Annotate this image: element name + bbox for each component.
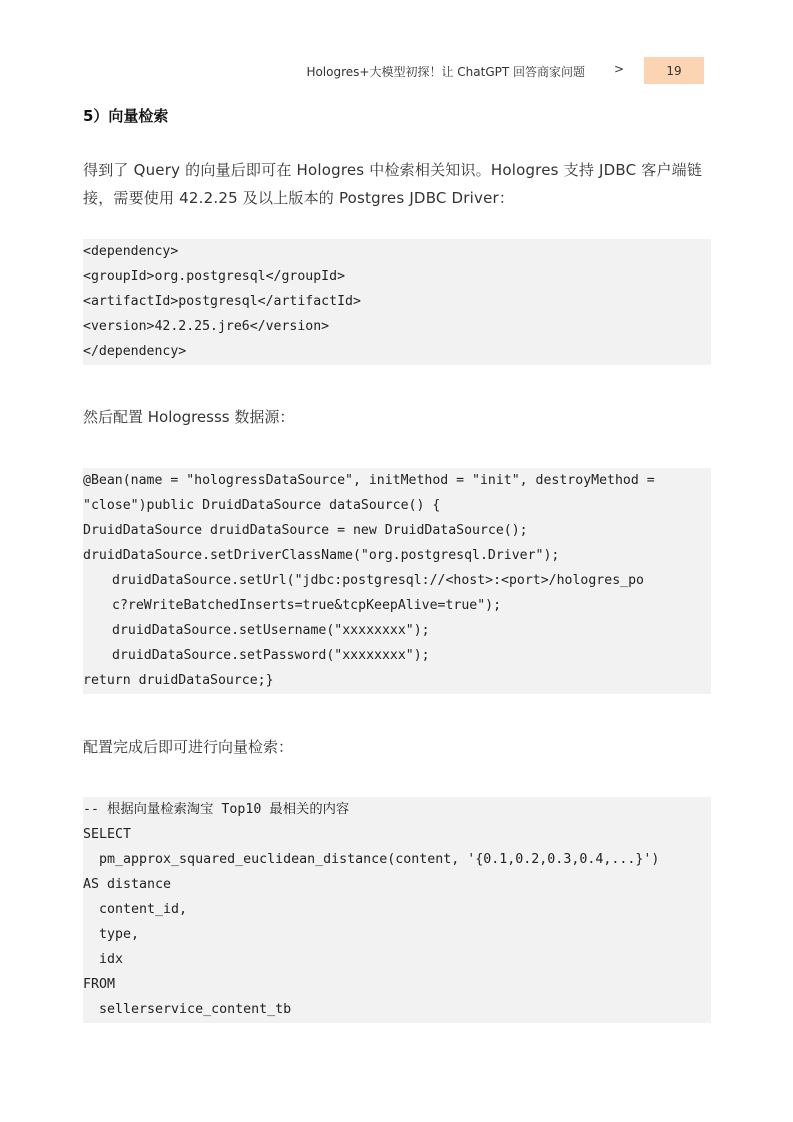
code-line: DruidDataSource druidDataSource = new DruidDataSource(); xyxy=(83,523,528,538)
paragraph-vector-search: 配置完成后即可进行向量检索： xyxy=(83,738,294,756)
header-arrow: > xyxy=(614,62,625,76)
code-line: <version>42.2.25.jre6</version> xyxy=(83,319,330,334)
code-line: AS distance xyxy=(83,877,172,892)
code-line: pm_approx_squared_euclidean_distance(content, '{0.1,0.2,0.3,0.4,...}') xyxy=(99,852,660,867)
code-line: sellerservice_content_tb xyxy=(99,1002,292,1017)
code-line: c?reWriteBatchedInserts=true&tcpKeepAlive=true"); xyxy=(112,598,502,613)
code-block-datasource-config xyxy=(83,468,711,694)
code-line: <artifactId>postgresql</artifactId> xyxy=(83,294,361,309)
code-line: SELECT xyxy=(83,827,132,842)
code-line: </dependency> xyxy=(83,344,187,359)
code-line: type, xyxy=(99,927,140,942)
code-line: @Bean(name = "hologressDataSource", initMethod = "init", destroyMethod = xyxy=(83,473,655,488)
code-line: idx xyxy=(99,952,124,967)
code-block-maven-dependency xyxy=(83,239,711,365)
code-line: druidDataSource.setUsername("xxxxxxxx"); xyxy=(112,623,430,638)
code-line: druidDataSource.setDriverClassName("org.postgresql.Driver"); xyxy=(83,548,560,563)
page-header xyxy=(0,57,793,85)
paragraph-intro: 得到了 Query 的向量后即可在 Hologres 中检索相关知识。Hologres 支持 JDBC 客户端链接，需要使用 42.2.25 及以上版本的 Postgres JDBC Driver： xyxy=(83,161,703,207)
page-number-badge: 19 xyxy=(644,57,704,84)
code-line: return druidDataSource;} xyxy=(83,673,274,688)
code-line: "close")public DruidDataSource dataSource() { xyxy=(83,498,441,513)
header-title: Hologres+大模型初探！让 ChatGPT 回答商家问题 xyxy=(306,65,585,79)
code-line: <groupId>org.postgresql</groupId> xyxy=(83,269,346,284)
code-line: content_id, xyxy=(99,902,188,917)
paragraph-datasource: 然后配置 Hologresss 数据源： xyxy=(83,408,295,426)
code-line: FROM xyxy=(83,977,116,992)
section-heading: 5）向量检索 xyxy=(83,107,169,125)
code-block-sql-query xyxy=(83,797,711,1023)
code-line: druidDataSource.setPassword("xxxxxxxx"); xyxy=(112,648,430,663)
code-line: <dependency> xyxy=(83,244,179,259)
code-line: -- 根据向量检索淘宝 Top10 最相关的内容 xyxy=(83,802,350,817)
code-line: druidDataSource.setUrl("jdbc:postgresql://<host>:<port>/holo​gres_po xyxy=(112,573,644,588)
